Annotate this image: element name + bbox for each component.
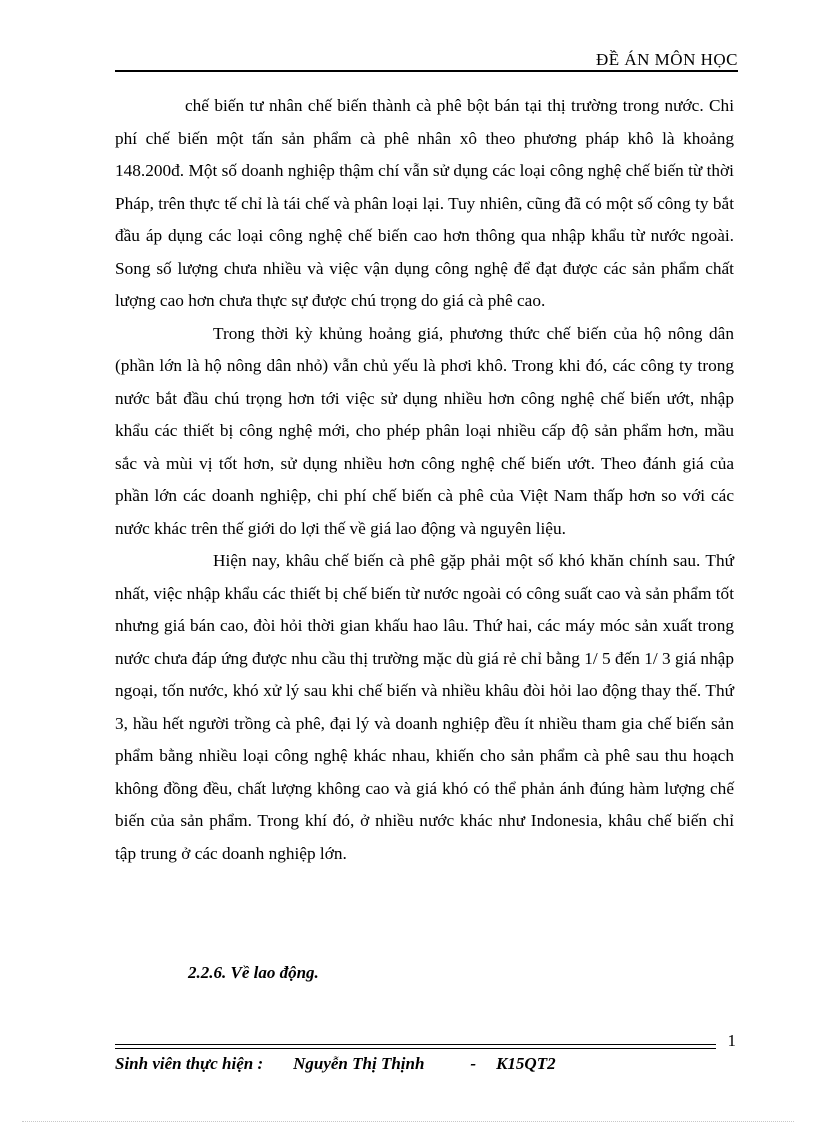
paragraph-1: chế biến tư nhân chế biến thành cà phê bột bán tại thị trường trong nước. Chi phí chế biến một tấn sản phẩm cà phê nhân xô theo phương pháp khô là khoảng 148.200đ. Một số doanh nghiệp thậm chí vẫn sử dụng các loại công nghệ chế biến từ thời Pháp, trên thực tế chỉ là tái chế và phân loại lại. Tuy nhiên, cũng đã có một số công ty bắt đầu áp dụng các loại công nghệ chế biến cao hơn thông qua nhập khẩu từ nước ngoài. Song số lượng chưa nhiều và việc vận dụng công nghệ để đạt được các sản phẩm chất lượng cao hơn chưa thực sự được chú trọng do giá cà phê cao. (115, 96, 734, 310)
header-rule (115, 70, 738, 72)
paragraph-3: Hiện nay, khâu chế biến cà phê gặp phải một số khó khăn chính sau. Thứ nhất, việc nhập khẩu các thiết bị chế biến từ nước ngoài có công suất cao và sản phẩm tốt nhưng giá bán cao, đòi hỏi thời gian khấu hao lâu. Thứ hai, các máy móc sản xuất trong nước chưa đáp ứng được nhu cầu thị trường mặc dù giá rẻ chỉ bằng 1/ 5 đến 1/ 3 giá nhập ngoại, tốn nước, khó xử lý sau khi chế biến và nhiều khâu đòi hỏi lao động thay thế. Thứ 3, hầu hết người trồng cà phê, đại lý và doanh nghiệp đều ít nhiều tham gia chế biến sản phẩm bằng nhiều loại công nghệ khác nhau, khiến cho sản phẩm cà phê sau thu hoạch không đồng đều, chất lượng không cao và giá khó có thể phản ánh đúng hàm lượng chế biến của sản phẩm. Trong khí đó, ở nhiều nước khác như Indonesia, khâu chế biến chỉ tập trung ở các doanh nghiệp lớn. (115, 551, 734, 863)
footer (115, 1054, 556, 1074)
footer-separator: - (470, 1054, 477, 1073)
section-heading: 2.2.6. Về lao động. (188, 963, 319, 982)
footer-rule-double (115, 1048, 716, 1049)
paragraph-2: Trong thời kỳ khủng hoảng giá, phương thức chế biến của hộ nông dân (phần lớn là hộ nông dân nhỏ) vẫn chủ yếu là phơi khô. Trong khi đó, các công ty trong nước bắt đầu chú trọng hơn tới việc sử dụng nhiều hơn công nghệ chế biến ướt, nhập khẩu các thiết bị công nghệ mới, cho phép phân loại nhiều cấp độ sản phẩm hơn, mầu sắc và mùi vị tốt hơn, sử dụng nhiều hơn công nghệ chế biến ướt. Theo đánh giá của phần lớn các doanh nghiệp, chi phí chế biến cà phê của Việt Nam thấp hơn so với các nước khác trên thế giới do lợi thế về giá lao động và nguyên liệu. (115, 323, 734, 538)
footer-rule (115, 1044, 716, 1045)
footer-class-code: K15QT2 (496, 1054, 556, 1073)
footer-label: Sinh viên thực hiện : (115, 1054, 264, 1073)
page-number: 1 (727, 1031, 736, 1050)
body-text (115, 90, 734, 870)
header-title: ĐỀ ÁN MÔN HỌC (595, 50, 738, 69)
page-edge-dotted-line (22, 1121, 794, 1122)
footer-student-name: Nguyễn Thị Thịnh (293, 1054, 425, 1073)
